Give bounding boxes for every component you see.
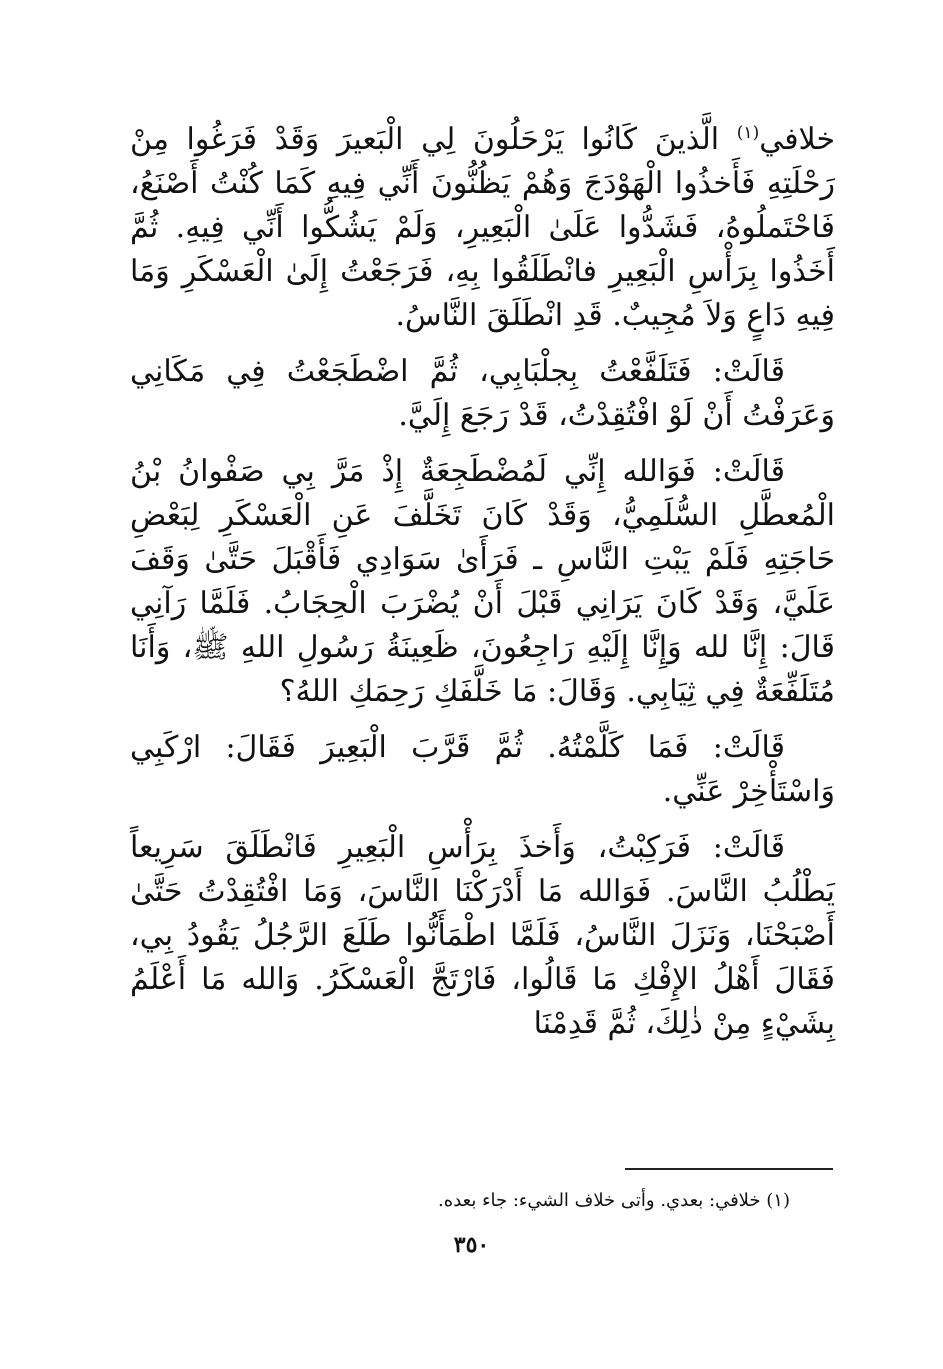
footnote-divider xyxy=(625,1168,833,1170)
footnote-marker: (١) xyxy=(736,123,760,143)
paragraph-1-body: الَّذينَ كَانُوا يَرْحَلُونَ لِي الْبَعيرَ وَقَدْ فَرَغُوا مِنْ رَحْلَتِهِ فَأَخذُوا الْهَوْدَجَ وَهُمْ يَظُنُّونَ أَنِّي فِيهِ كَمَا كُنْتُ أَصْنَعُ، فَاحْتَملُوهُ، فَشَدُّوا عَلَىٰ الْبَعِيرِ، وَلَمْ يَشُكُّوا أَنِّي فِيهِ. ثُمَّ أَخَذُوا بِرَأْسِ الْبَعِيرِ فانْطَلَقُوا بِهِ، فَرَجَعْتُ إِلَىٰ الْعَسْكَرِ وَمَا فِيهِ دَاعٍ وَلاَ مُجِيبٌ. قَدِ انْطَلَقَ النَّاسُ. xyxy=(130,122,835,333)
paragraph-1-lead: خلافي xyxy=(759,122,835,157)
footnote: (١) خلافي: بعدي. وأتى خلاف الشيء: جاء بعده. xyxy=(438,1190,790,1211)
page-number: ٣٥٠ xyxy=(453,1232,490,1258)
paragraph-3: قَالَتْ: فَوَالله إِنِّي لَمُضْطَجِعَةٌ إِذْ مَرَّ بِي صَفْوانُ بْنُ الْمُعطَّلِ السُّلَمِيُّ، وَقَدْ كَانَ تَخَلَّفَ عَنِ الْعَسْكَرِ لِبَعْضِ حَاجَتِهِ فَلَمْ يَبْتِ النَّاسِ ـ فَرَأَىٰ سَوَادِي فَأَقْبَلَ حَتَّىٰ وَقَفَ عَلَيَّ، وَقَدْ كَانَ يَرَانِي قَبْلَ أَنْ يُضْرَبَ الْحِجَابُ. فَلَمَّا رَآنِي قَالَ: إِنَّا لله وَإِنَّا إِلَيْهِ رَاجِعُونَ، ظَعِينَةُ رَسُولِ اللهِ ﷺ، وَأَنَا مُتَلَفِّعَةٌ فِي ثِيَابِي. وَقَالَ: مَا خَلَّفَكِ رَحِمَكِ اللهُ؟ xyxy=(130,454,835,709)
paragraph-1 xyxy=(130,118,835,338)
main-text xyxy=(130,118,835,1058)
paragraph-5: قَالَتْ: فَرَكِبْتُ، وَأَخذَ بِرَأْسِ الْبَعِيرِ فَانْطَلَقَ سَرِيعاً يَطْلُبُ النَّاسَ. فَوَالله مَا أَدْرَكْنَا النَّاسَ، وَمَا افْتُقِدْتُ حَتَّىٰ أَصْبَحْنَا، وَنَزَلَ النَّاسُ، فَلَمَّا اطْمَأَنُّوا طَلَعَ الرَّجُلُ يَقُودُ بِي، فَقَالَ أَهْلُ الإِفْكِ مَا قَالُوا، فَارْتَجَّ الْعَسْكَرُ. وَالله مَا أَعْلَمُ بِشَيْءٍ مِنْ ذٰلِكَ، ثُمَّ قَدِمْنَا xyxy=(130,830,835,1041)
paragraph-2: قَالَتْ: فَتَلَفَّعْتُ بِجلْبَابِي، ثُمَّ اضْطَجَعْتُ فِي مَكَانِي وَعَرَفْتُ أَنْ لَوْ افْتُقِدْتُ، قَدْ رَجَعَ إِلَيَّ. xyxy=(130,354,835,433)
paragraph-4: قَالَتْ: فَمَا كَلَّمْتُهُ. ثُمَّ قَرَّبَ الْبَعِيرَ فَقَالَ: ارْكَبِي وَاسْتَأْخِرْ عَنِّي. xyxy=(130,730,835,809)
